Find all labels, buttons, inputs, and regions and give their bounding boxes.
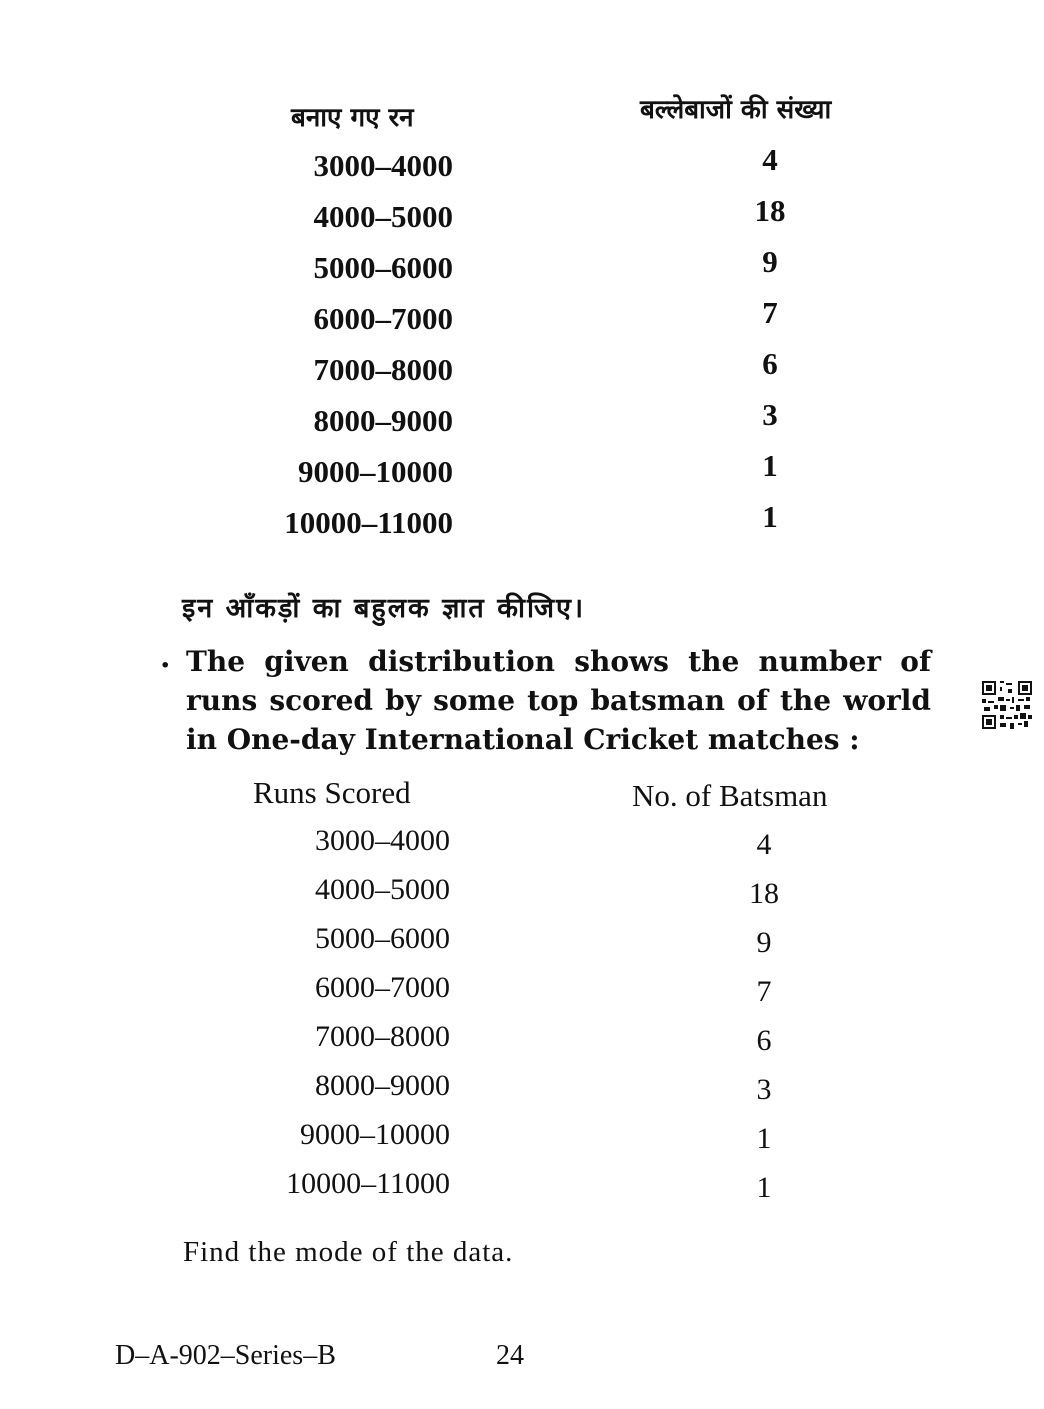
range-cell: 10000–11000 (284, 505, 453, 540)
range-cell: 5000–6000 (313, 250, 453, 285)
count-cell: 18 (749, 877, 779, 910)
range-cell: 4000–5000 (313, 199, 453, 234)
count-cell: 1 (762, 499, 778, 534)
range-cell: 5000–6000 (315, 922, 450, 955)
range-cell: 8000–9000 (315, 1069, 450, 1102)
hindi-header-batsmen: बल्लेबाजों की संख्या (640, 95, 832, 125)
hindi-header-runs: बनाए गए रन (291, 103, 414, 133)
english-header-runs: Runs Scored (253, 775, 411, 810)
english-header-batsmen: No. of Batsman (632, 778, 828, 813)
range-cell: 3000–4000 (313, 148, 453, 183)
table-row (200, 922, 840, 971)
paper-code: D–A-902–Series–B (115, 1340, 336, 1371)
count-cell: 9 (762, 244, 778, 279)
table-row (200, 824, 840, 873)
hindi-question: इन आँकड़ों का बहुलक ज्ञात कीजिए। (182, 593, 586, 624)
qr-code-icon (982, 681, 1032, 729)
table-row (200, 142, 840, 199)
count-cell: 1 (756, 1171, 772, 1204)
range-cell: 4000–5000 (315, 873, 450, 906)
table-row (200, 873, 840, 922)
count-cell: 3 (756, 1073, 772, 1106)
table-row (200, 1069, 840, 1118)
page-number: 24 (496, 1340, 524, 1371)
range-cell: 6000–7000 (315, 971, 450, 1004)
table-row (200, 397, 840, 454)
range-cell: 6000–7000 (313, 301, 453, 336)
count-cell: 4 (762, 142, 778, 177)
table-row (200, 346, 840, 403)
range-cell: 7000–8000 (315, 1020, 450, 1053)
english-intro-text: The given distribution shows the number of runs scored by some top batsman of the world in One-day International Cricket matches : (186, 645, 931, 756)
range-cell: 9000–10000 (300, 1118, 450, 1151)
table-row (200, 244, 840, 301)
table-row (200, 1167, 840, 1216)
table-row (200, 971, 840, 1020)
count-cell: 7 (756, 975, 772, 1008)
bullet-marker: · (160, 648, 171, 683)
count-cell: 1 (756, 1122, 772, 1155)
range-cell: 3000–4000 (315, 824, 450, 857)
table-row (200, 499, 840, 556)
range-cell: 8000–9000 (313, 403, 453, 438)
range-cell: 10000–11000 (286, 1167, 450, 1200)
table-row (200, 448, 840, 505)
count-cell: 18 (754, 193, 786, 228)
count-cell: 3 (762, 397, 778, 432)
count-cell: 1 (762, 448, 778, 483)
range-cell: 7000–8000 (313, 352, 453, 387)
table-row (200, 1118, 840, 1167)
range-cell: 9000–10000 (298, 454, 453, 489)
hindi-table (200, 142, 840, 556)
table-row (200, 295, 840, 352)
table-row (200, 1020, 840, 1069)
count-cell: 9 (756, 926, 772, 959)
table-row (200, 193, 840, 250)
count-cell: 7 (762, 295, 778, 330)
english-table (200, 824, 840, 1216)
count-cell: 4 (756, 828, 772, 861)
count-cell: 6 (762, 346, 778, 381)
english-question: Find the mode of the data. (183, 1236, 514, 1268)
count-cell: 6 (756, 1024, 772, 1057)
